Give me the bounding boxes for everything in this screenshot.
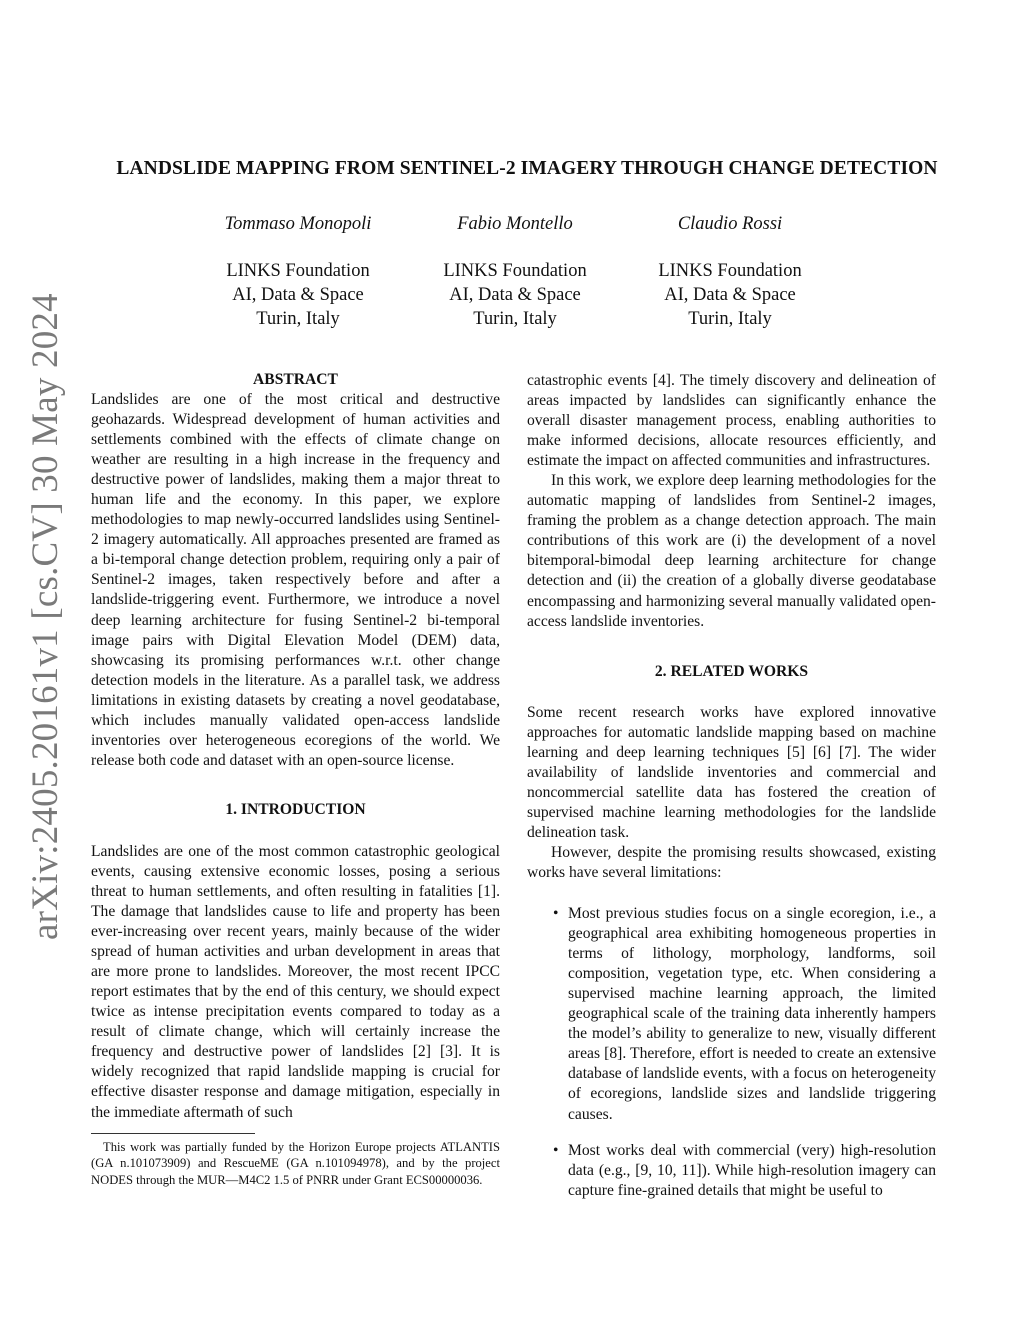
related-works-paragraph: Some recent research works have explored innovative approaches for automatic landslide mapping based on machine learning and deep learning techniques [5] [6] [7]. The wider availability of landslide inventories and commercial and noncommercial satellite data has fostered the creation of supervised machine learning methodologies for the landslide delineation task.: [527, 703, 936, 841]
author-affiliation: LINKS Foundation: [658, 261, 802, 281]
author-block: [178, 212, 418, 331]
author-department: AI, Data & Space: [664, 285, 796, 305]
introduction-paragraph-continued: catastrophic events [4]. The timely discovery and delineation of areas impacted by landslides can significantly enhance the overall disaster management process, enabling authorities to make informed decisions, allocate resources efficiently, and estimate the impact on affected communities and infrastructures.: [527, 372, 936, 470]
limitations-intro: However, despite the promising results showcased, existing works have several limitations:: [527, 843, 936, 881]
footnote: [91, 1139, 500, 1189]
list-item-text: Most previous studies focus on a single ecoregion, i.e., a geographical area exhibiting homogeneous properties in terms of lithology, morphology, landforms, soil composition, vegetation type, etc. When considering a supervised machine learning approach, the limited geographical scale of the training data inherently hampers the model’s ability to generalize to new, visually different areas [8]. Therefore, effort is needed to create an extensive database of landslide events, with a focus on heterogeneity of ecoregions, landslide sizes and landslide triggering causes.: [568, 905, 936, 1123]
author-name: Claudio Rossi: [677, 214, 783, 234]
arxiv-identifier: arXiv:2405.20161v1 [cs.CV] 30 May 2024: [25, 293, 66, 940]
author-name: Fabio Montello: [457, 214, 573, 234]
footnote-text: This work was partially funded by the Horizon Europe projects ATLANTIS (GA n.101073909) and RescueME (GA n.101094978), and by the project NODES through the MUR—M4C2 1.5 of PNRR under Grant ECS00000036.: [91, 1139, 500, 1187]
author-department: AI, Data & Space: [449, 285, 581, 305]
list-item-text: Most works deal with commercial (very) high-resolution data (e.g., [9, 10, 11]). While high-resolution imagery can capture fine-grained details that might be useful to: [568, 1141, 936, 1199]
author-block: [610, 212, 850, 331]
list-item: [527, 1141, 936, 1201]
author-affiliation: LINKS Foundation: [226, 261, 370, 281]
contributions-paragraph: In this work, we explore deep learning methodologies for the automatic mapping of landslides from Sentinel-2 images, framing the problem as a change detection approach. The main contributions of this work are (i) the development of a novel bitemporal-bimodal deep learning architecture for change detection and (ii) the creation of a globally diverse geodatabase encompassing and harmonizing several manually validated open-access landslide inventories.: [527, 472, 936, 630]
list-item: [527, 904, 936, 1125]
author-block: [395, 212, 635, 331]
left-column: [91, 370, 500, 1188]
abstract-heading: ABSTRACT: [253, 371, 338, 388]
bullet-icon: •: [553, 905, 559, 923]
footnote-divider: [91, 1133, 255, 1134]
introduction-heading: 1. INTRODUCTION: [225, 800, 366, 818]
abstract-text: Landslides are one of the most critical and destructive geohazards. Widespread development of human activities and settlements combined with the effects of climate change on weather are resulting in a high increase in the frequency and destructive power of landslides, making them a major threat to human life and the economy. In this paper, we explore methodologies to map newly-occurred landslides using Sentinel-2 imagery automatically. All approaches presented are framed as a bi-temporal change detection problem, requiring only a pair of Sentinel-2 images, taken respectively before and after a landslide-triggering event. Furthermore, we introduce a novel deep learning architecture for fusing Sentinel-2 bi-temporal image pairs with Digital Elevation Model (DEM) data, showcasing its promising performances w.r.t. other change detection models in the literature. As a parallel task, we address limitations in existing datasets by creating a novel geodatabase, which includes manually validated open-access landslide inventories over heterogeneous ecoregions of the world. We release both code and dataset with an open-source license.: [91, 391, 500, 769]
limitations-list: [527, 904, 936, 1201]
author-location: Turin, Italy: [256, 309, 340, 329]
introduction-paragraph: Landslides are one of the most common catastrophic geological events, causing extensive economic losses, posing a serious threat to human settlements, and often resulting in fatalities [1]. The damage that landslides cause to life and property has been ever-increasing over recent years, mainly because of the wider spread of human activities and urban development in areas that are more prone to landslides. Moreover, the most recent IPCC report estimates that by the end of this century, we should expect twice as intense precipitation events compared to today as a result of climate change, which will certainly increase the frequency and destructive power of landslides [2] [3]. It is widely recognized that rapid landslide mapping is crucial for effective disaster response and damage mitigation, especially in the immediate aftermath of such: [91, 842, 500, 1121]
bullet-icon: •: [553, 1141, 559, 1159]
related-works-heading: 2. RELATED WORKS: [654, 662, 809, 680]
author-name: Tommaso Monopoli: [224, 214, 372, 234]
author-affiliation: LINKS Foundation: [443, 261, 587, 281]
author-department: AI, Data & Space: [232, 285, 364, 305]
right-column: [527, 371, 936, 1217]
author-location: Turin, Italy: [688, 309, 772, 329]
author-location: Turin, Italy: [473, 309, 557, 329]
paper-title: LANDSLIDE MAPPING FROM SENTINEL-2 IMAGERY THROUGH CHANGE DETECTION: [116, 158, 938, 179]
